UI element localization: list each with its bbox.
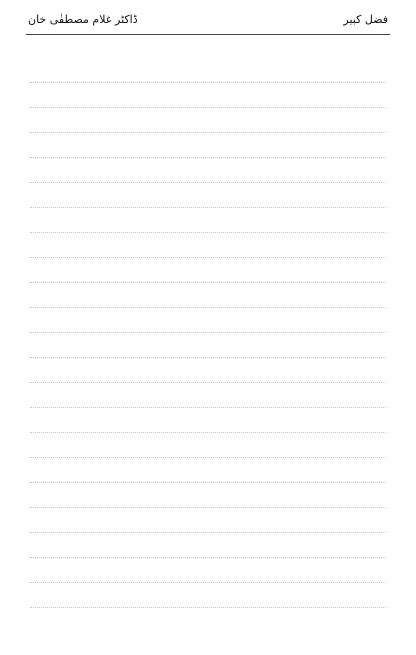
text-line — [30, 133, 386, 158]
text-line — [30, 183, 386, 208]
text-line — [30, 333, 386, 358]
text-line — [30, 533, 386, 558]
text-line — [30, 583, 386, 608]
header-divider — [26, 34, 390, 35]
text-line — [30, 408, 386, 433]
text-line — [30, 83, 386, 108]
page-header — [28, 8, 388, 30]
document-body — [30, 58, 386, 608]
text-line — [30, 58, 386, 83]
text-line — [30, 558, 386, 583]
text-line — [30, 283, 386, 308]
header-title: فضل کبیر — [343, 12, 388, 26]
text-line — [30, 358, 386, 383]
text-line — [30, 433, 386, 458]
text-line — [30, 483, 386, 508]
text-line — [30, 208, 386, 233]
text-line — [30, 308, 386, 333]
text-line — [30, 458, 386, 483]
text-line — [30, 108, 386, 133]
header-author: ڈاکٹر غلام مصطفٰی خان — [28, 12, 138, 26]
text-line — [30, 233, 386, 258]
text-line — [30, 258, 386, 283]
text-line — [30, 508, 386, 533]
text-line — [30, 383, 386, 408]
text-line — [30, 158, 386, 183]
